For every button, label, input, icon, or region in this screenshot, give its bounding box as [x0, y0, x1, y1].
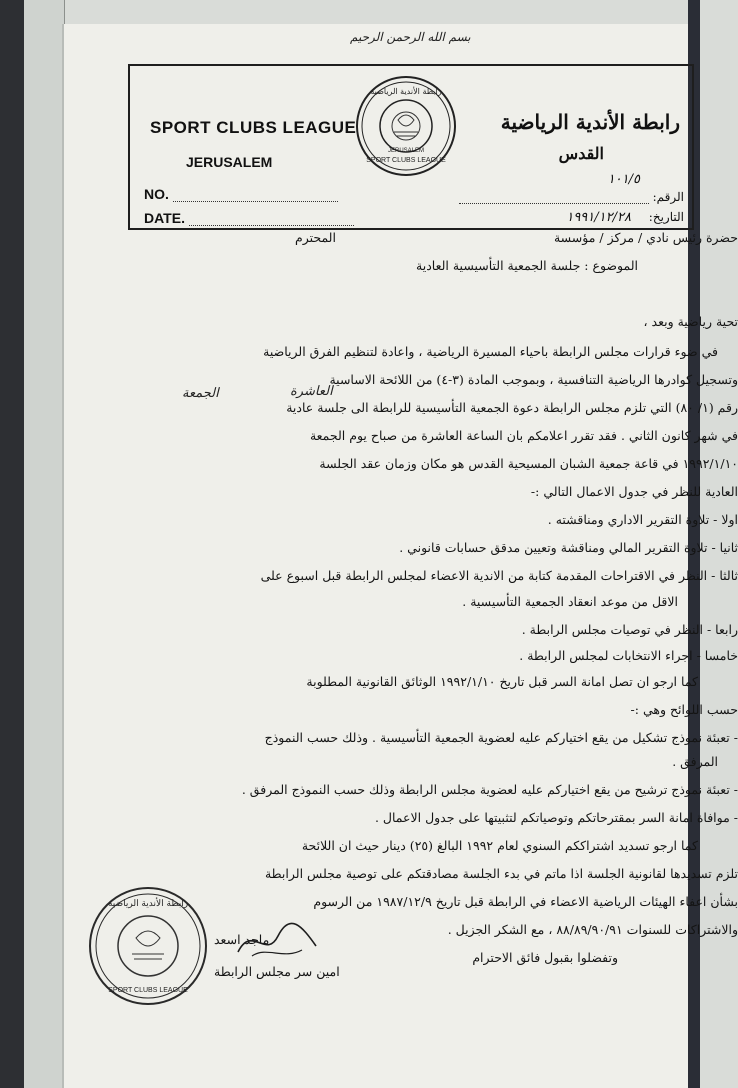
body-line: وتسجيل كوادرها الرياضية التنافسية ، وبموجب المادة (٣-٤) من اللائحة الاساسية [329, 372, 738, 387]
english-city: JERUSALEM [186, 154, 273, 170]
letter-page [64, 24, 738, 1088]
agenda-item: رابعا - النظر في توصيات مجلس الرابطة . [521, 622, 738, 637]
honorific: المحترم [294, 230, 336, 245]
stamp-english-text: SPORT CLUBS LEAGUE [108, 987, 188, 994]
ref-label: الرقم: [652, 190, 684, 204]
body-line: كما ارجو تسديد اشتراككم السنوي لعام ١٩٩٢ البالغ (٢٥) دينار حيث ان اللائحة [301, 838, 698, 853]
date-dotted-line [189, 225, 354, 226]
handwritten-day: الجمعة [182, 386, 219, 401]
body-line: العادية للنظر في جدول الاعمال التالي :- [530, 484, 738, 499]
closing: وتفضلوا بقبول فائق الاحترام [472, 950, 618, 965]
bismillah-note: بسم الله الرحمن الرحيم [350, 30, 471, 44]
agenda-item: ثالثا - النظر في الاقتراحات المقدمة كتابة من الاندية الاعضاء لمجلس الرابطة قبل اسبوع على [260, 568, 738, 583]
no-label: NO. [144, 186, 169, 202]
arabic-date-field [566, 210, 684, 225]
body-line: حسب اللوائح وهي :- [630, 702, 738, 717]
arabic-date-label: التاريخ: [648, 210, 684, 224]
arabic-date-value: ١٩٩١/١٢/٢٨ [566, 210, 631, 225]
seal-arabic-text: رابطة الأندية الرياضية [370, 87, 442, 96]
binder-spine [0, 0, 24, 1088]
handwritten-signature-icon [232, 916, 322, 966]
greeting: تحية رياضية وبعد ، [643, 314, 738, 329]
requirement-item: - تعبئة نموذج تشكيل من يقع اختياركم عليه لعضوية الجمعية التأسيسية . وذلك حسب النموذج [264, 730, 738, 745]
seal-city-text: JERUSALEM [387, 148, 425, 154]
date-label: DATE. [144, 210, 185, 226]
binder-edge [24, 0, 65, 1088]
addressee-line [295, 230, 738, 245]
body-line: والاشتراكات للسنوات ٨٨/٨٩/٩٠/٩١ ، مع الشكر الجزيل . [447, 922, 738, 937]
no-dotted-line [173, 201, 338, 202]
english-org-name: SPORT CLUBS LEAGUE [150, 118, 357, 137]
agenda-item: اولا - تلاوة التقرير الاداري ومناقشته . [547, 512, 738, 527]
arabic-org-name: رابطة الأندية الرياضية [500, 110, 680, 134]
subject-line: الموضوع : جلسة الجمعية التأسيسية العادية [416, 258, 638, 273]
agenda-item-continued: الاقل من موعد انعقاد الجمعية التأسيسية . [462, 594, 678, 609]
body-line: في ضوء قرارات مجلس الرابطة باحياء المسيرة الرياضية ، واعادة لتنظيم الفرق الرياضية [263, 344, 718, 359]
body-line: في شهر كانون الثاني . فقد تقرر اعلامكم بان الساعة العاشرة من صباح يوم الجمعة [309, 428, 738, 443]
body-line: رقم (١/ ٨٠) التي تلزم مجلس الرابطة دعوة الجمعية التأسيسية للرابطة الى جلسة عادية [286, 400, 738, 415]
signatory-name: ماجد اسعد [214, 932, 270, 947]
reference-number: ١٠١/٥ [607, 172, 640, 187]
agenda-item: ثانيا - تلاوة التقرير المالي ومناقشة وتعيين مدقق حسابات قانوني . [399, 540, 738, 555]
body-line: ١٩٩٢/١/١٠ في قاعة جمعية الشبان المسيحية القدس هو مكان وزمان عقد الجلسة [319, 456, 738, 471]
agenda-item: خامسا - اجراء الانتخابات لمجلس الرابطة . [519, 648, 738, 663]
requirement-item-continued: المرفق . [672, 754, 718, 769]
addressee: حضرة رئيس نادي / مركز / مؤسسة [553, 230, 738, 245]
ref-field [459, 190, 684, 204]
signature-stamp-icon [86, 884, 210, 1008]
signatory-title: امين سر مجلس الرابطة [214, 964, 340, 979]
requirement-item: - تعبئة نموذج ترشيح من يقع اختياركم عليه لعضوية مجلس الرابطة وذلك حسب النموذج المرفق . [241, 782, 738, 797]
no-field [144, 186, 338, 202]
body-line: تلزم تسديدها لقانونية الجلسة اذا ماتم في بدء الجلسة مصادقتكم على توصية مجلس الرابطة [264, 866, 738, 881]
handwritten-time: العاشرة [290, 384, 333, 399]
requirement-item: - موافاة امانة السر بمقترحاتكم وتوصياتكم لتثبيتها على جدول الاعمال . [374, 810, 738, 825]
stamp-arabic-text: رابطة الأندية الرياضية [107, 899, 189, 909]
seal-english-text: SPORT CLUBS LEAGUE [366, 157, 446, 164]
body-line: كما ارجو ان تصل امانة السر قبل تاريخ ١٩٩٢/١/١٠ الوثائق القانونية المطلوبة [306, 674, 698, 689]
ref-dotted-line [459, 203, 649, 204]
body-line: بشأن اعفاء الهيئات الرياضية الاعضاء في الرابطة قبل تاريخ ١٩٨٧/١٢/٩ من الرسوم [313, 894, 738, 909]
arabic-city: القدس [558, 144, 604, 163]
letterhead [128, 64, 694, 230]
league-seal-icon [354, 74, 458, 178]
date-field [144, 210, 354, 226]
